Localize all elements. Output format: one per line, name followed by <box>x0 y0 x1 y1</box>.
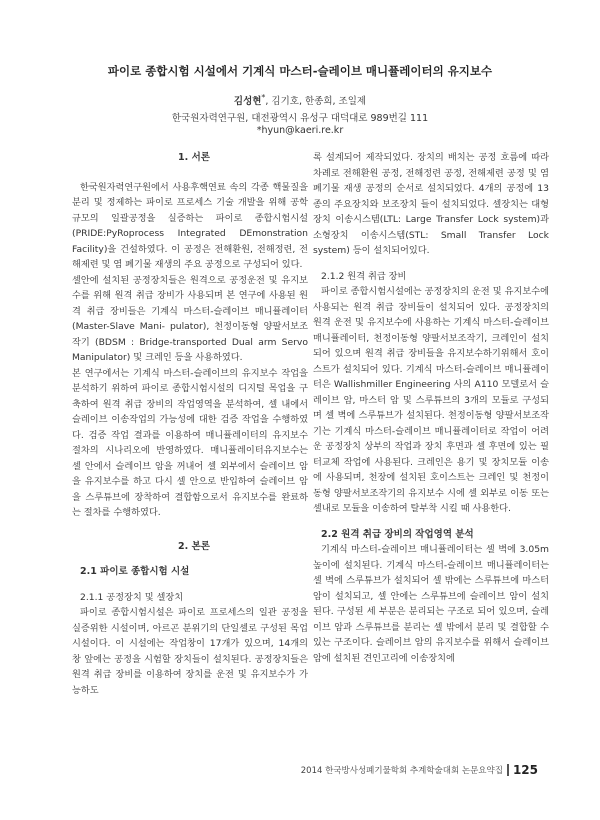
paragraph: 기계식 마스터-슬레이브 매니퓰레이터는 셀 벽에 3.05m 높이에 설치된다. 기계식 마스터-슬레이브 매니퓰레이터는 셀 벽에 스루튜브가 설치되어 셀 밖에는 스루튜브에 마스터 암이 설치되고, 셀 안에는 스루튜브에 슬레이브 암이 설치된다. 구성된 세 부분은 분리되는 구조로 되어 있으며, 슬레이브 암과 스루튜브를 분리는 셀 밖에서 분리 및 결합할 수 있는 구조이다. 슬레이브 암의 유지보수를 위해서 슬레이브 암에 설치된 견인고리에 이송장치에 <box>313 544 549 664</box>
author-email: *hyun@kaeri.re.kr <box>256 125 344 136</box>
paragraph: 셀안에 설치된 공정장치들은 원격으로 공정운전 및 유지보수를 위해 원격 취급 장비가 사용되며 본 연구에 사용된 원격 취급 장비들은 기계식 마스터-슬레이브 매니퓰레이터(Master-Slave Mani- pulator), 천정이동형 양팔서보조작기 (BDSM : Bridge-transported Dual arm Servo Manipulator) 및 크레인 등을 사용하였다. <box>72 274 308 363</box>
author-list <box>0 93 600 107</box>
affiliation: 한국원자력연구원, 대전광역시 유성구 대덕대로 989번길 111 <box>171 113 429 124</box>
proceedings-title: 2014 한국방사성폐기물학회 추계학술대회 논문요약집 <box>300 766 503 776</box>
subsubsection-heading: 2.1.1 공정장치 및 셀장치 <box>80 591 184 603</box>
paragraph: 본 연구에서는 기계식 마스터-슬레이브의 유지보수 작업을 분석하기 위하여 파이로 종합시험시설의 디지털 목업을 구축하여 원격 취급 장비의 작업영역을 분석하여, 셀 내에서 슬레이브 이송작업의 가능성에 대한 검증 작업을 수행하였다. 검증 작업 결과를 이용하여 매니퓰레이터의 유지보수 절차의 시나리오에 반영하였다. 매니퓰레이터유지보수는 셀 안에서 슬레이브 암을 꺼내어 셀 외부에서 슬레이브 암을 유지보수를 하고 다시 셀 안으로 반입하여 슬레이브 암을 스루튜브에 장착하여 결합함으로서 유지보수를 완료하는 절차를 수행하였다. <box>72 367 308 518</box>
footer-divider <box>507 764 509 776</box>
lead-author: 김성현 <box>233 96 262 108</box>
paragraph: 파이로 종합시험시설에는 공정장치의 운전 및 유지보수에 사용되는 원격 취급 장비들이 설치되어 있다. 공정장치의 원격 운전 및 유지보수에 사용하는 기계식 마스터-슬레이브 매니퓰레이터, 천정이동형 양팔서보조작기, 크레인이 설치되어 있으며 원격 취급 장비들을 유지보수하기위해서 호이스트가 설치되어 있다. 기계식 마스터-슬레이브 매니퓰레이터은 Wallishmiller Engineering 사의 A110 모델로서 슬레이브 암, 마스터 암 및 스루튜브의 3개의 모듈로 구성되며 셀 벽에 스루튜브가 설치된다. 천정이동형 양팔서보조작기는 기계식 마스터-슬레이브 매니퓰레이터로 작업이 어려운 공정장치 상부의 작업과 장치 후면과 셀 후면에 있는 필터교체 작업에 사용된다. 크레인은 용기 및 장치모듈 이송에 사용되며, 천장에 설치된 호이스트는 크레인 및 천정이동형 양팔서보조작기의 유지보수 시에 셀 외부로 이동 또는 셀내로 모듈을 이송하여 탈부착 시킬 때 사용한다. <box>313 286 549 514</box>
paragraph: 파이로 종합시험시설은 파이로 프로세스의 일관 공정을 실증위한 시설이며, 아르곤 분위기의 단일셀로 구성된 목업 시설이다. 이 시설에는 작업창이 17개가 있으며, 14개의 창 앞에는 공정을 시험할 장치들이 설치된다. 공정장치들은 원격 취급 장비를 이용하여 장치를 운전 및 유지보수가 가능하도 <box>72 607 308 696</box>
subsection-heading: 2.2 원격 취급 장비의 작업영역 분석 <box>321 528 474 540</box>
page-number: 125 <box>512 763 538 777</box>
paragraph: 한국원자력연구원에서 사용후핵연료 속의 각종 핵물질을 분리 및 정제하는 파이로 프로세스 기술 개발을 위해 공학규모의 일괄공정을 실증하는 파이로 종합시험시설(PRIDE:PyRoprocess Integrated DEmonstration Facility)을 건설하였다. 이 공정은 전해환원, 전해정련, 전해제련 및 염 폐기물 재생의 주요 공정으로 구성되어 있다. <box>72 181 308 270</box>
subsection-heading: 2.1 파이로 종합시험 시설 <box>80 566 190 577</box>
paper-title: 파이로 종합시험 시설에서 기계식 마스터-슬레이브 매니퓰레이터의 유지보수 <box>107 64 493 78</box>
subsubsection-heading: 2.1.2 원격 취급 장비 <box>321 270 407 282</box>
section-heading-intro: 1. 서론 <box>178 152 210 163</box>
section-heading-body: 2. 본론 <box>178 540 210 552</box>
page-footer <box>301 763 538 777</box>
left-column <box>72 150 308 698</box>
corresponding-mark: * <box>261 93 266 102</box>
paragraph: 록 설계되어 제작되었다. 장치의 배치는 공정 흐름에 따라 차례로 전해환원 공정, 전해정련 공정, 전해제련 공정 및 염폐기물 재생 공정의 순서로 설치되었다. 4개의 공정에 13 종의 주요장치와 보조장치 들이 설치되었다. 셀장치는 대형장치 이송시스템(LTL: Large Transfer Lock system)과 소형장치 이송시스템(STL: Small Transfer Lock system) 등이 설치되어있다. <box>313 152 549 256</box>
right-column <box>313 150 549 666</box>
co-authors: , 김기호, 한종희, 조일제 <box>265 96 367 108</box>
